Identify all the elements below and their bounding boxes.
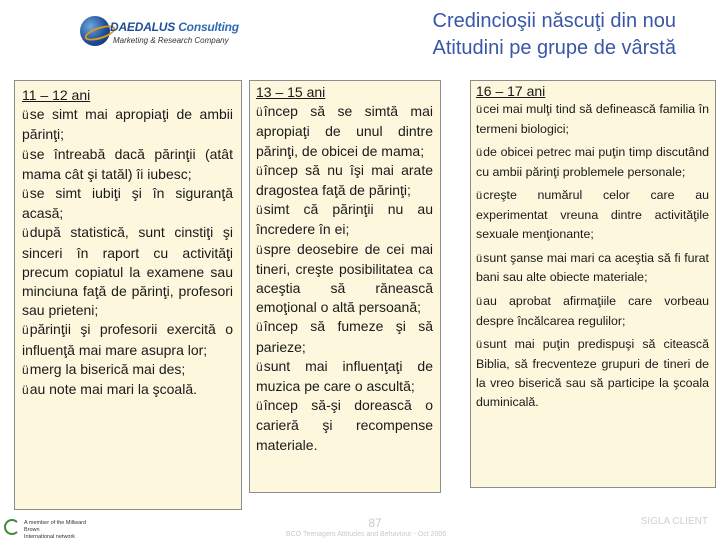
list-item-text: se simt mai apropiaţi de ambii părinţi; — [22, 106, 233, 143]
list-item — [256, 102, 433, 161]
checkmark-icon: ü — [22, 147, 29, 162]
age-column-11-12 — [14, 80, 242, 510]
list-item-text: părinţii şi profesorii exercită o influenţă mai mare asupra lor; — [22, 321, 233, 358]
title-line-1: Credincioşii născuţi din nou — [432, 10, 676, 32]
list-item-text: de obicei petrec mai puţin timp discutând cu ambii părinţi problemele personale; — [476, 145, 709, 180]
list-item-text: încep să fumeze şi să parieze; — [256, 318, 433, 355]
list-item-text: încep să-şi dorească o carieră şi recompense materiale. — [256, 397, 433, 453]
list-item — [256, 200, 433, 239]
list-item-text: după statistică, sunt cinstiţi şi sinceri în raport cu activităţi precum copiatul la examene sau minciuna faţă de părinţi, profesori sau prieteni; — [22, 224, 233, 319]
checkmark-icon: ü — [22, 323, 29, 338]
list-item-text: au note mai mari la şcoală. — [29, 381, 197, 398]
list-item-text: simt că părinţii nu au încredere în ei; — [256, 201, 433, 238]
logo-tagline: Marketing & Research Company — [113, 36, 229, 45]
title-line-2: Atitudini pe grupe de vârstă — [432, 37, 676, 59]
checkmark-icon: ü — [256, 359, 263, 374]
list-item — [22, 380, 233, 400]
network-line-1: A member of the Millward Brown — [24, 520, 87, 533]
checkmark-icon: ü — [256, 320, 263, 335]
client-logo-placeholder: SIGLA CLIENT — [640, 516, 708, 527]
list-item — [256, 396, 433, 455]
checkmark-icon: ü — [256, 163, 263, 178]
checkmark-icon: ü — [476, 190, 483, 203]
list-item-text: sunt mai puţin predispuşi să citească Biblia, să frecventeze grupuri de tineri de la vreo biserică sau să participe la şcoala duminicală. — [476, 336, 709, 409]
list-item-text: creşte numărul celor care au experimentat vreuna dintre activităţile sexuale menţionante; — [476, 188, 709, 242]
checkmark-icon: ü — [22, 362, 29, 377]
checkmark-icon: ü — [22, 108, 29, 123]
checkmark-icon: ü — [476, 147, 483, 160]
list-item-text: se întreabă dacă părinţii (atât mama cât şi tatăl) îi iubesc; — [22, 145, 233, 182]
swirl-icon — [4, 519, 20, 535]
checkmark-icon: ü — [256, 203, 263, 218]
list-item — [476, 292, 709, 331]
logo-brand — [110, 20, 239, 34]
logo-brand-main: DAEDALUS — [110, 20, 176, 34]
list-item — [22, 223, 233, 320]
checkmark-icon: ü — [476, 295, 483, 308]
checkmark-icon: ü — [256, 105, 263, 120]
list-item — [22, 145, 233, 184]
column-heading: 13 – 15 ani — [256, 84, 326, 100]
list-item — [256, 357, 433, 396]
checkmark-icon: ü — [22, 187, 29, 202]
column-heading: 11 – 12 ani — [22, 87, 91, 103]
checkmark-icon: ü — [22, 226, 29, 241]
list-item — [22, 360, 233, 380]
company-logo — [80, 12, 239, 56]
list-item-text: cei mai mulţi tind să definească familia în termeni biologici; — [476, 102, 709, 136]
column-heading: 16 – 17 ani — [476, 83, 546, 99]
network-badge — [4, 516, 94, 538]
list-item — [256, 317, 433, 356]
page-number: 87 — [368, 516, 382, 530]
slide-title — [433, 8, 677, 62]
list-item — [476, 186, 709, 244]
list-item — [476, 335, 709, 412]
checkmark-icon: ü — [476, 252, 483, 265]
checkmark-icon: ü — [256, 399, 263, 414]
age-column-13-15 — [249, 80, 441, 493]
list-item-text: încep să se simtă mai apropiaţi de unul dintre părinţi, de obicei de mama; — [256, 103, 433, 159]
list-item-text: merg la biserică mai des; — [29, 360, 186, 377]
list-item — [476, 249, 709, 288]
list-item-text: sunt şanse mai mari ca aceştia să fi furat bani sau alte obiecte materiale; — [476, 250, 709, 285]
list-item — [256, 240, 433, 318]
list-item — [256, 161, 433, 200]
list-item-text: se simt iubiţi şi în siguranţă acasă; — [22, 185, 233, 222]
list-item-text: spre deosebire de cei mai tineri, creşte posibilitatea ca aceştia să rănească emoţional o altă persoană; — [256, 240, 433, 316]
age-column-16-17 — [470, 80, 716, 488]
list-item — [22, 105, 233, 144]
logo-brand-sub: Consulting — [178, 20, 239, 34]
list-item — [22, 320, 233, 359]
network-line-2: International network — [24, 534, 76, 540]
checkmark-icon: ü — [476, 104, 483, 116]
study-footer: BCO Teenagers Attitudes and Behaviour - Oct 2006 — [286, 531, 447, 538]
checkmark-icon: ü — [22, 383, 29, 398]
list-item-text: sunt mai influenţaţi de muzica pe care o ascultă; — [256, 357, 433, 395]
globe-icon — [80, 16, 110, 46]
list-item — [476, 100, 709, 139]
network-text — [24, 520, 94, 541]
list-item-text: au aprobat afirmaţiile care vorbeau despre încălcarea regulilor; — [476, 293, 709, 328]
list-item-text: încep să nu îşi mai arate dragostea faţă de părinţi; — [256, 161, 433, 199]
list-item — [22, 184, 233, 223]
checkmark-icon: ü — [256, 242, 263, 257]
list-item — [476, 143, 709, 182]
checkmark-icon: ü — [476, 338, 483, 351]
